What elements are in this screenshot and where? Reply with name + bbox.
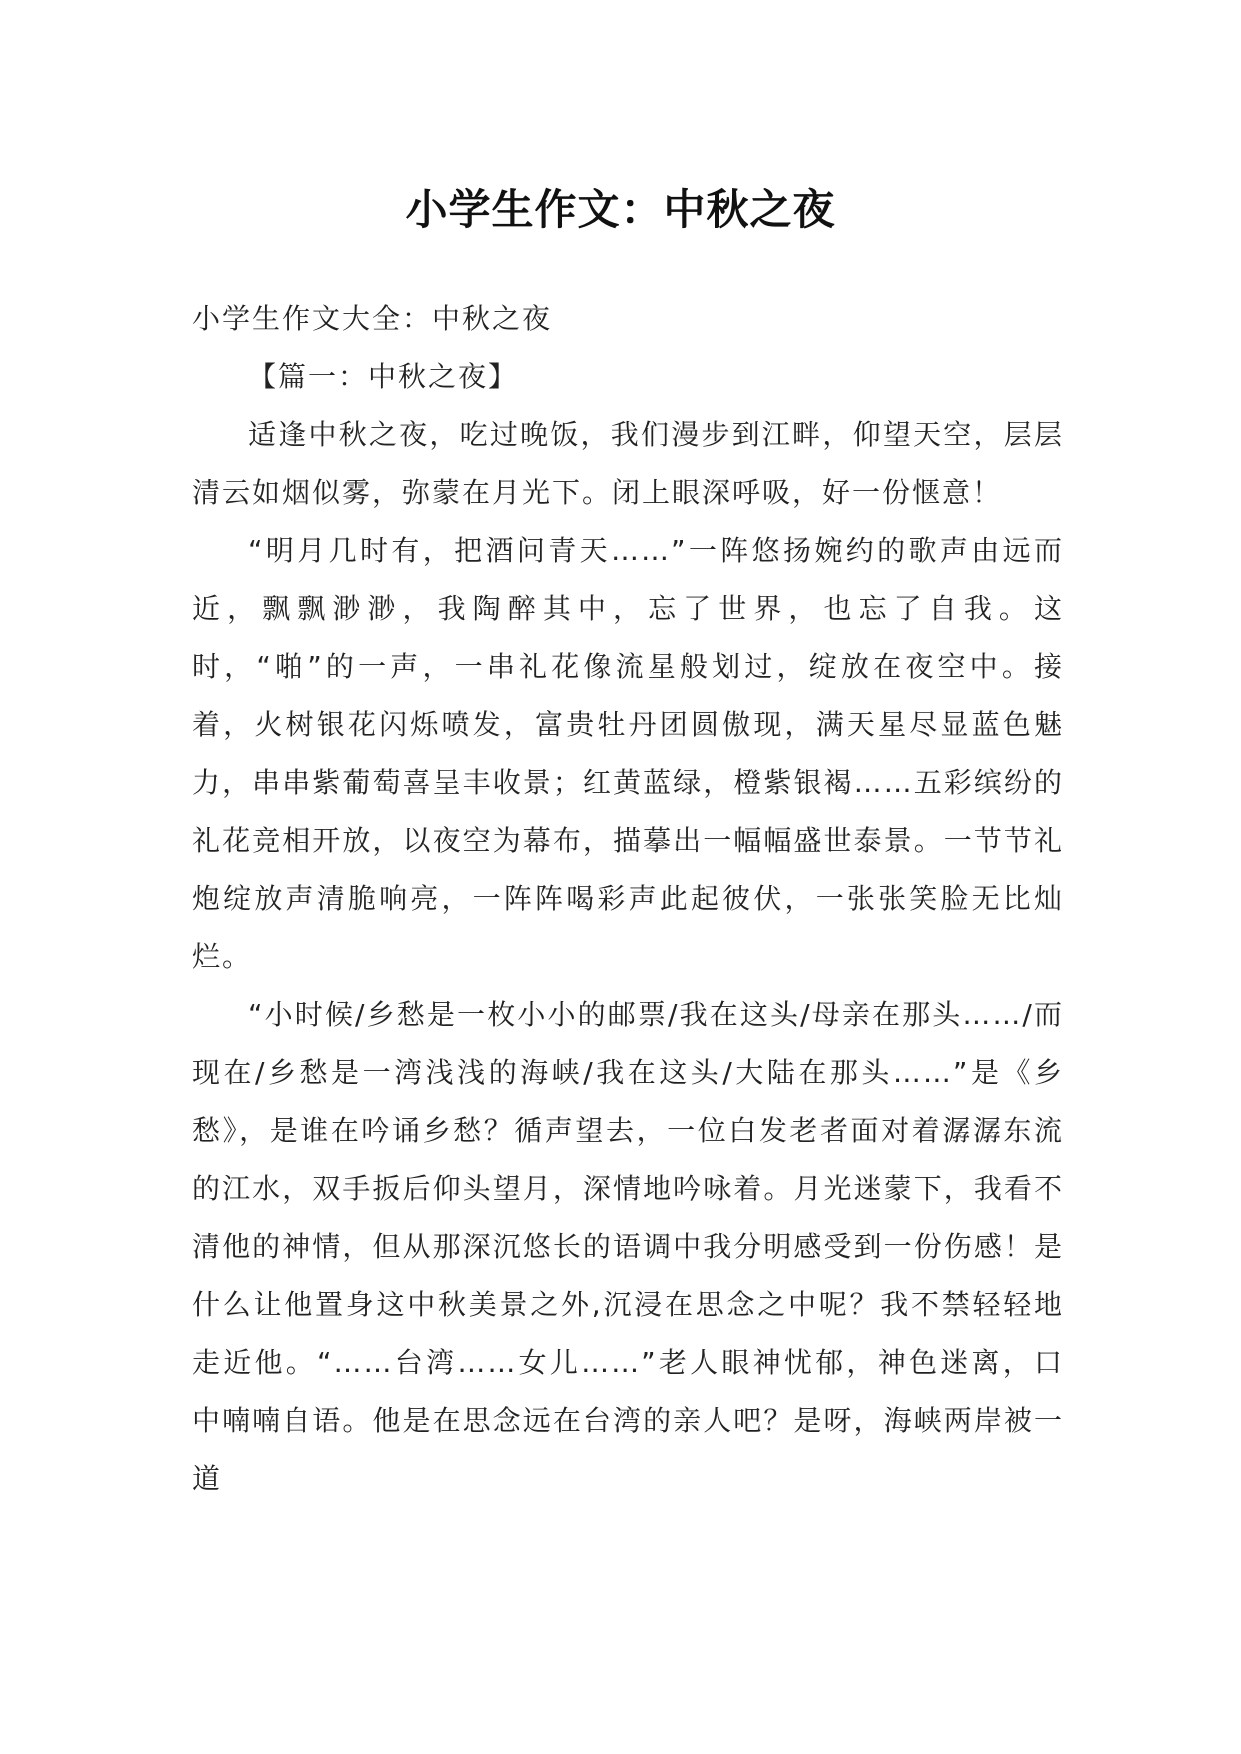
paragraph: “小时候/乡愁是一枚小小的邮票/我在这头/母亲在那头……/而现在/乡愁是一湾浅浅的海峡/我在这头/大陆在那头……”是《乡愁》，是谁在吟诵乡愁？循声望去，一位白发老者面对着潺潺东流的江水，双手扳后仰头望月，深情地吟咏着。月光迷蒙下，我看不清他的神情，但从那深沉悠长的语调中我分明感受到一份伤感！是什么让他置身这中秋美景之外,沉浸在思念之中呢？我不禁轻轻地走近他。“……台湾……女儿……”老人眼神忧郁，神色迷离，口中喃喃自语。他是在思念远在台湾的亲人吧？是呀，海峡两岸被一道 bbox=[192, 998, 1064, 1495]
section-heading: 【篇一：中秋之夜】 bbox=[248, 360, 519, 393]
paragraph: “明月几时有，把酒问青天……”一阵悠扬婉约的歌声由远而近，飘飘渺渺，我陶醉其中，忘了世界，也忘了自我。这时，“啪”的一声，一串礼花像流星般划过，绽放在夜空中。接着，火树银花闪烁喷发，富贵牡丹团圆傲现，满天星尽显蓝色魅力，串串紫葡萄喜呈丰收景；红黄蓝绿，橙紫银褐……五彩缤纷的礼花竞相开放，以夜空为幕布，描摹出一幅幅盛世泰景。一节节礼炮绽放声清脆响亮，一阵阵喝彩声此起彼伏，一张张笑脸无比灿烂。 bbox=[192, 534, 1064, 973]
document-body bbox=[192, 290, 1064, 1508]
document-title: 小学生作文：中秋之夜 bbox=[405, 185, 836, 235]
document-subtitle: 小学生作文大全：中秋之夜 bbox=[192, 302, 553, 335]
paragraph: 适逢中秋之夜，吃过晚饭，我们漫步到江畔，仰望天空，层层清云如烟似雾，弥蒙在月光下。闭上眼深呼吸，好一份惬意！ bbox=[192, 418, 1064, 509]
